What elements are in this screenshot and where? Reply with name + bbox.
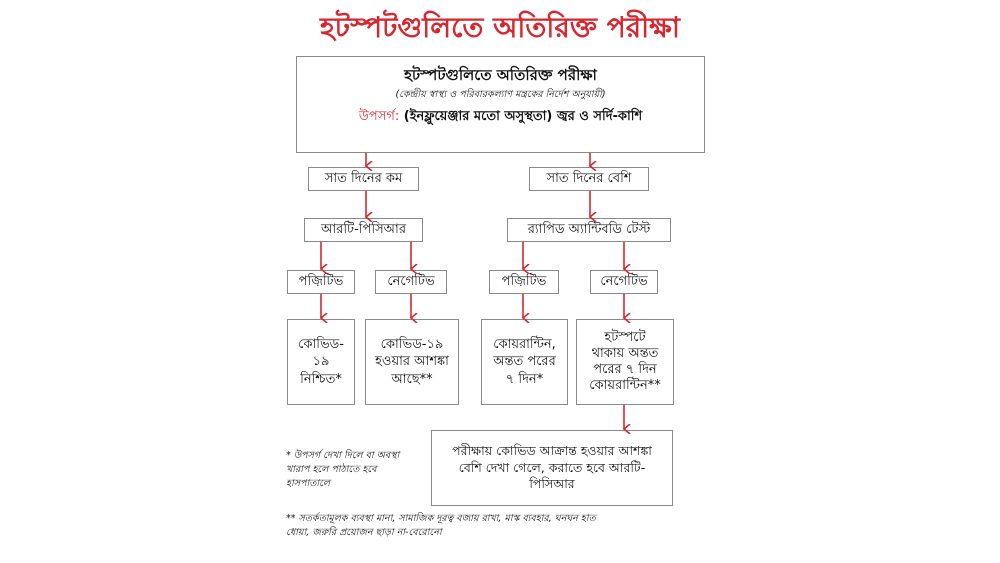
result-line: ৭ দিন* <box>505 371 544 387</box>
rt-pcr-label: আরটি-পিসিআর <box>321 222 406 238</box>
rapid-antibody-test-label: র‌্যাপিড অ্যান্টিবডি টেস্ট <box>527 222 651 238</box>
result-line: অন্তত পরের <box>493 354 556 370</box>
footnote-line: ** সতর্কতামূলক ব্যবস্থা মানা, সামাজিক দূরত্ব বজায় রাখা, মাস্ক ব্যবহার, ঘনঘন হাত <box>286 513 596 524</box>
footnote-line: * উপসর্গ দেখা দিলে বা অবস্থা <box>286 450 400 461</box>
result-line: ১৯ <box>312 354 330 370</box>
result-line: কোয়রান্টিন** <box>589 378 661 394</box>
result-line: বেশি দেখা গেলে, করাতে হবে আরটি- <box>458 459 646 475</box>
left-negative-label: নেগেটিভ <box>387 274 435 290</box>
result-line: হওয়ার আশঙ্কা <box>375 354 449 370</box>
footnote-line: হাসপাতালে <box>286 477 331 489</box>
result-line: কোভিড- <box>298 336 344 352</box>
less-than-seven-days-label: সাত দিনের কম <box>324 171 403 187</box>
right-negative-label: নেগেটিভ <box>600 274 648 290</box>
result-line: আছে** <box>391 371 433 387</box>
result-line: নিশ্চিত* <box>300 371 342 387</box>
footnote-line: ধোয়া, জরুরি প্রয়োজন ছাড়া না-বেরোনো <box>286 526 442 538</box>
symptom-label: উপসর্গ: <box>358 109 400 125</box>
result-line: হটস্পটে <box>604 329 646 345</box>
footnote-line: খারাপ হলে পাঠাতে হবে <box>286 463 377 475</box>
more-than-seven-days-label: সাত দিনের বেশি <box>546 171 632 187</box>
main-box-subtitle: (কেন্দ্রীয় স্বাস্থ্য ও পরিবারকল্যাণ মন্ত্রকের নির্দেশ অনুযায়ী) <box>395 89 606 101</box>
result-line: পরের ৭ দিন <box>593 362 657 377</box>
result-line: পিসিআর <box>529 476 575 492</box>
result-line: কোয়রান্টিন, <box>493 336 556 352</box>
result-line: পরীক্ষায় কোভিড আক্রান্ত হওয়ার আশঙ্কা <box>452 442 652 458</box>
result-line: কোভিড-১৯ <box>380 336 444 352</box>
right-positive-label: পজ়িটিভ <box>501 274 547 290</box>
left-positive-label: পজ়িটিভ <box>298 274 344 290</box>
symptom-text: (ইনফ্লুয়েঞ্জার মতো অসুস্থতা) জ্বর ও সর্দি-কাশি <box>403 109 643 125</box>
result-line: থাকায় অন্তত <box>591 345 659 361</box>
main-box-title: হটস্পটগুলিতে অতিরিক্ত পরীক্ষা <box>404 66 597 84</box>
page-title: হটস্পটগুলিতে অতিরিক্ত পরীক্ষা <box>320 11 680 44</box>
